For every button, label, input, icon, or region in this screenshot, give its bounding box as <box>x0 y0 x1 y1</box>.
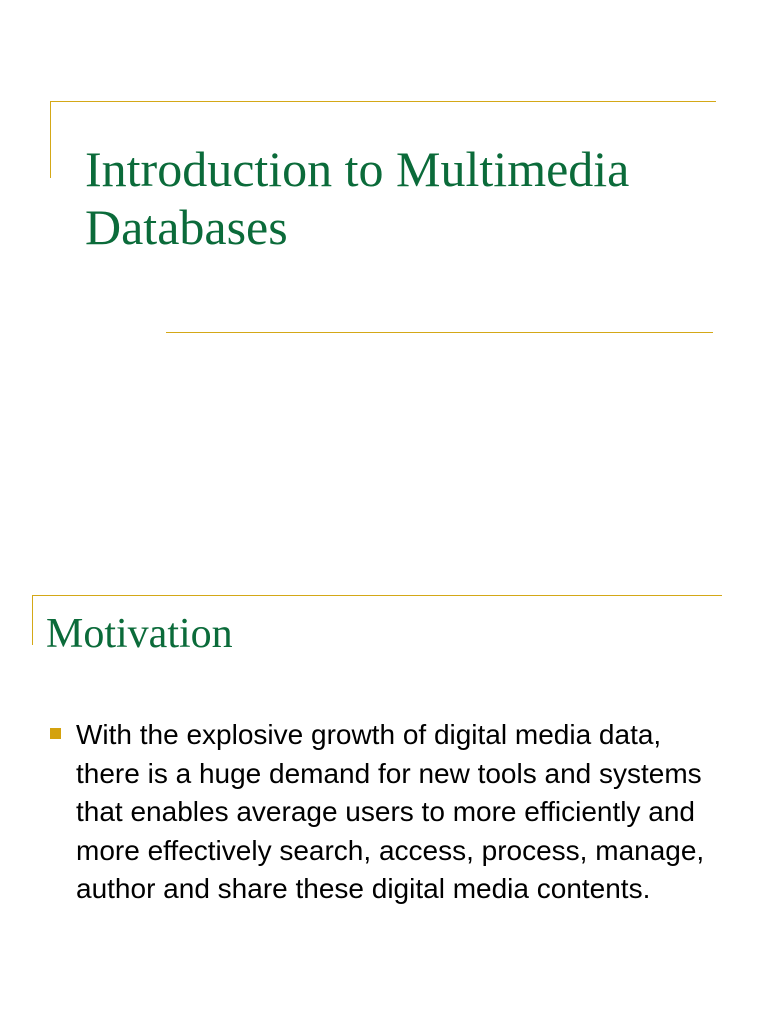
left-accent-line <box>32 595 33 645</box>
left-accent-line <box>50 101 51 178</box>
content-slide <box>0 580 768 1024</box>
slide-title: Introduction to Multimedia Databases <box>85 141 630 255</box>
top-accent-line <box>32 595 722 596</box>
bullet-list <box>46 716 726 909</box>
top-accent-line <box>50 101 716 102</box>
subtitle-accent-line <box>166 332 713 333</box>
square-bullet-icon <box>50 728 61 739</box>
slide-heading: Motivation <box>46 611 233 657</box>
bullet-text: With the explosive growth of digital media data, there is a huge demand for new tools and systems that enables average users to more efficiently and more effectively search, access, process, manage, author and share these digital media contents. <box>76 719 705 904</box>
list-item <box>46 716 726 909</box>
